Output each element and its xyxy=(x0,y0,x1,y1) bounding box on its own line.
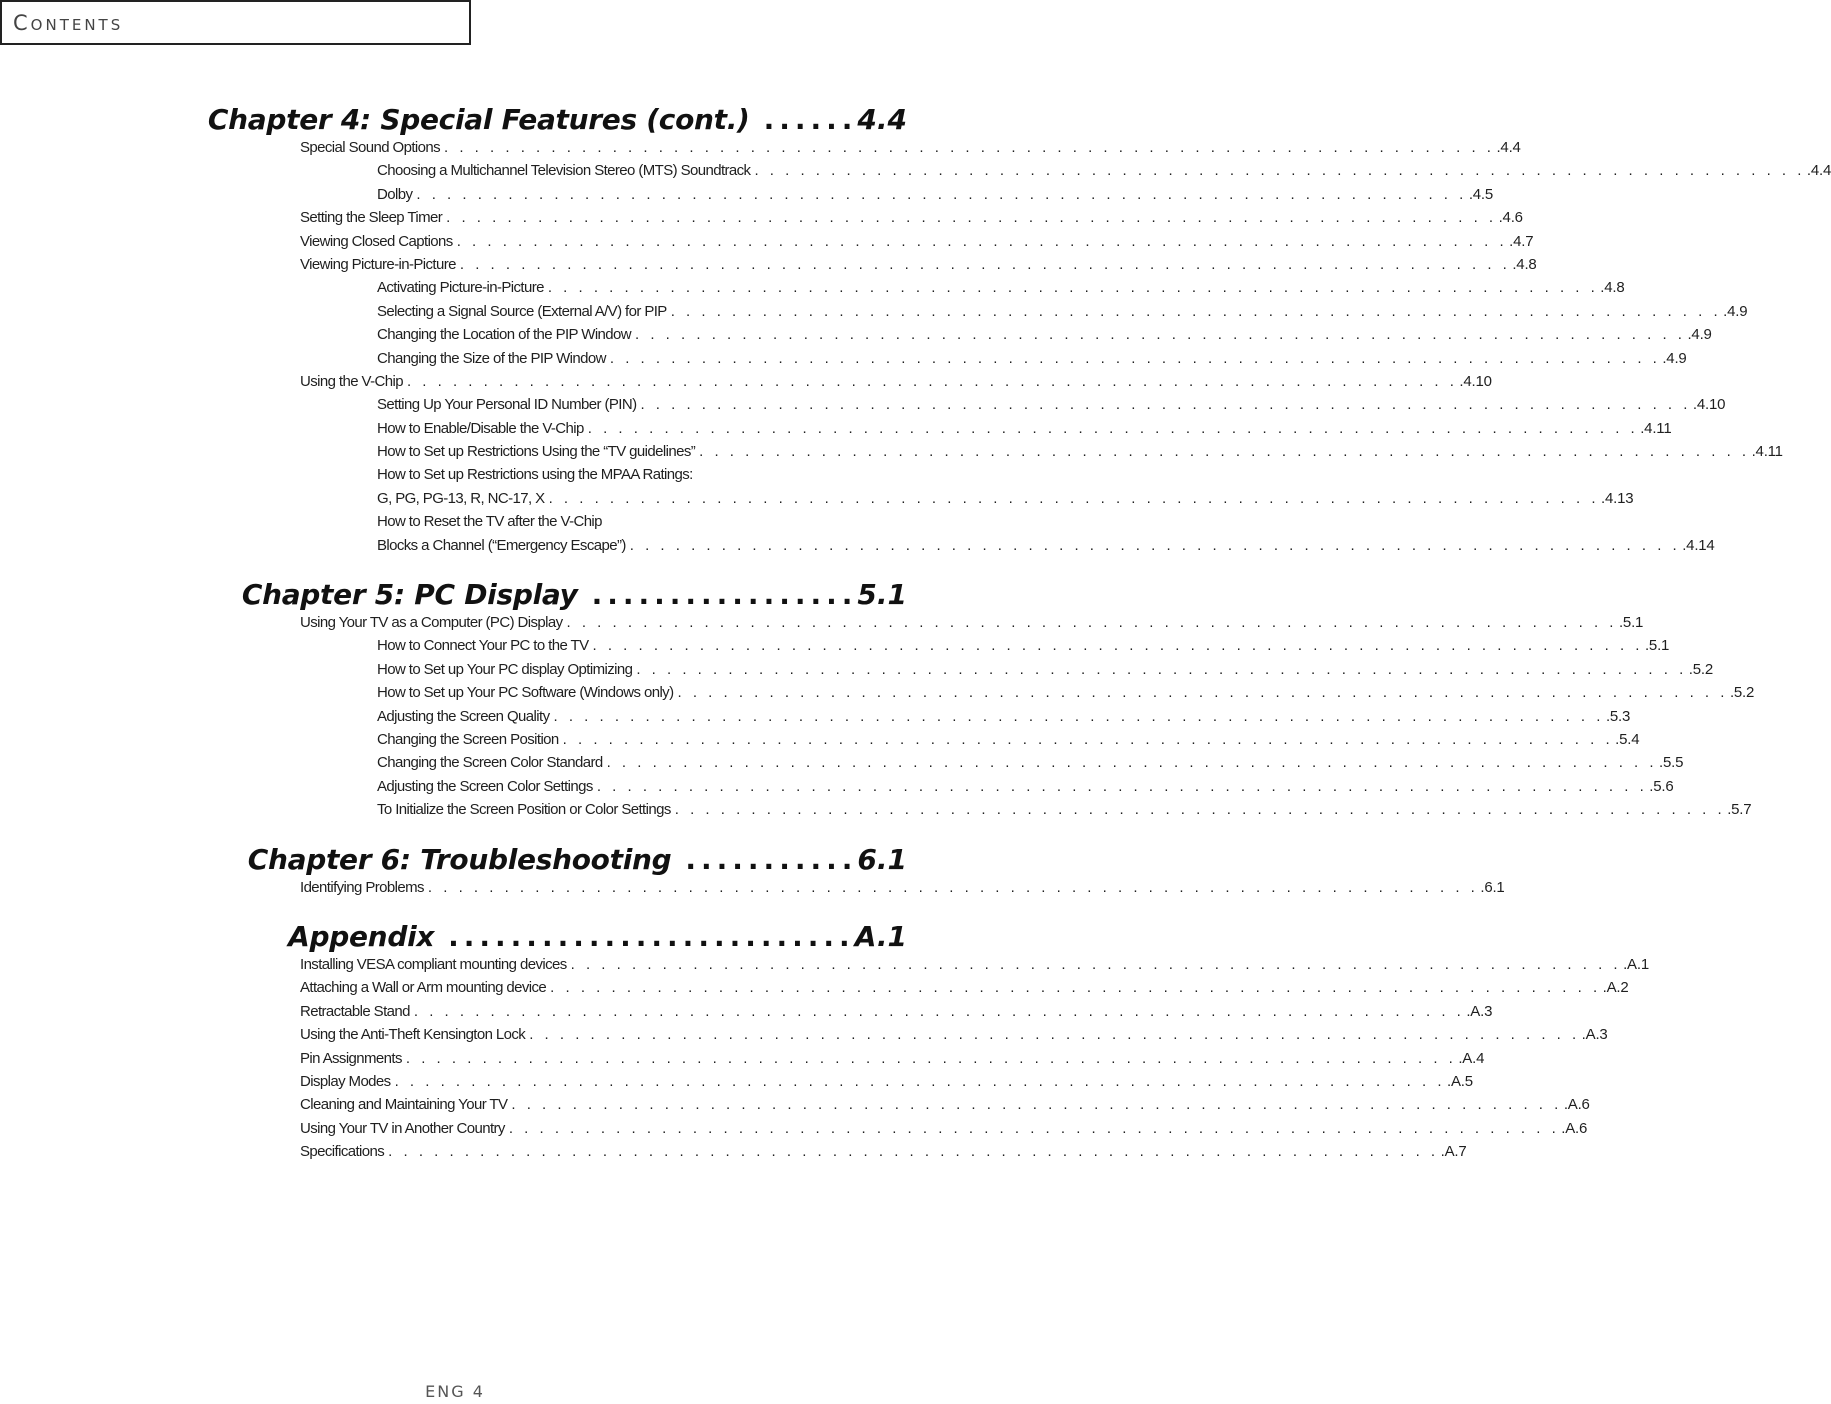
toc-subentry[interactable] xyxy=(377,300,1748,323)
chapter-leader-dots: .......................... xyxy=(448,919,855,953)
entry-page-number: .4.8 xyxy=(1600,279,1625,297)
chapter-leader-dots: ...... xyxy=(763,103,858,136)
entry-title: Blocks a Channel (“Emergency Escape”) xyxy=(377,536,626,554)
entry-title: Identifying Problems xyxy=(300,878,424,896)
entry-leader-dots: . . . . . . . . . . . . . . . . . . . . . . . . . . . . . . . . . . . . . . . . . . . . . . . . . . . . . . . . . . . . . . . . . . . . . xyxy=(677,684,1728,702)
entry-leader-dots: . . . . . . . . . . . . . . . . . . . . . . . . . . . . . . . . . . . . . . . . . . . . . . . . . . . . . . . . . . . . . . . . . . . . . xyxy=(553,707,1604,725)
toc-subentry[interactable] xyxy=(377,751,1684,774)
entry-title: Viewing Picture-in-Picture xyxy=(300,255,456,273)
toc-entry[interactable] xyxy=(300,1093,1590,1116)
entry-leader-dots: . . . . . . . . . . . . . . . . . . . . . . . . . . . . . . . . . . . . . . . . . . . . . . . . . . . . . . . . . . . . . . . . . . . . . xyxy=(406,372,1458,390)
toc-subentry[interactable] xyxy=(377,728,1640,751)
entry-leader-dots: . . . . . . . . . . . . . . . . . . . . . . . . . . . . . . . . . . . . . . . . . . . . . . . . . . . . . . . . . . . . . . . . . . . . . xyxy=(444,139,1495,156)
header-initial: C xyxy=(13,11,31,35)
toc-subentry[interactable] xyxy=(377,183,1494,206)
entry-leader-dots: . . . . . . . . . . . . . . . . . . . . . . . . . . . . . . . . . . . . . . . . . . . . . . . . . . . . . . . . . . . . . . . . . . . . . xyxy=(570,955,1622,973)
toc-entry[interactable] xyxy=(300,136,1521,159)
entry-page-number: .4.9 xyxy=(1723,302,1748,320)
entry-title: Choosing a Multichannel Television Stereo (MTS) Soundtrack xyxy=(377,162,751,180)
entry-page-number: .4.10 xyxy=(1692,396,1726,414)
chapter-title: Chapter 4: Special Features (cont.) xyxy=(207,103,750,136)
entry-page-number: .5.2 xyxy=(1688,660,1713,678)
entry-leader-dots: . . . . . . . . . . . . . . . . . . . . . . . . . . . . . . . . . . . . . . . . . . . . . . . . . . . . . . . . . . . . . . . . . . . . . xyxy=(547,279,1599,297)
entry-title: How to Enable/Disable the V-Chip xyxy=(377,419,584,437)
toc-subentry[interactable] xyxy=(377,463,907,486)
toc-subentry[interactable] xyxy=(377,276,1625,299)
chapter-page-number: A.1 xyxy=(854,919,907,953)
entry-page-number: .5.1 xyxy=(1644,637,1670,655)
entry-page-number: .4.14 xyxy=(1682,536,1715,554)
toc-entry[interactable] xyxy=(300,1000,1493,1023)
entry-title: Pin Assignments xyxy=(300,1049,402,1067)
entry-page-number: .A.7 xyxy=(1440,1143,1467,1161)
page-footer: ENG 4 xyxy=(425,1382,485,1401)
entry-leader-dots: . . . . . . . . . . . . . . . . . . . . . . . . . . . . . . . . . . . . . . . . . . . . . . . . . . . . . . . . . . . . . . . . . . . . . xyxy=(446,209,1497,227)
entry-leader-dots: . . . . . . . . . . . . . . . . . . . . . . . . . . . . . . . . . . . . . . . . . . . . . . . . . . . . . . . . . . . . . . . . . . . . . xyxy=(629,536,1681,554)
entry-leader-dots: . . . . . . . . . . . . . . . . . . . . . . . . . . . . . . . . . . . . . . . . . . . . . . . . . . . . . . . . . . . . . . . . . . . . . xyxy=(511,1096,1562,1114)
toc-subentry[interactable] xyxy=(377,510,907,533)
entry-title: Adjusting the Screen Quality xyxy=(377,707,550,725)
entry-leader-dots: . . . . . . . . . . . . . . . . . . . . . . . . . . . . . . . . . . . . . . . . . . . . . . . . . . . . . . . . . . . . . . . . . . . . . xyxy=(548,489,1600,507)
entry-title: Special Sound Options xyxy=(300,139,441,156)
entry-title: Changing the Location of the PIP Window xyxy=(377,326,632,344)
chapter-heading[interactable] xyxy=(0,913,907,953)
toc-subentry[interactable] xyxy=(377,705,1631,728)
entry-title: To Initialize the Screen Position or Color Settings xyxy=(377,801,671,819)
entry-leader-dots: . . . . . . . . . . . . . . . . . . . . . . . . . . . . . . . . . . . . . . . . . . . . . . . . . . . . . . . . . . . . . . . . . . . . . xyxy=(413,1002,1465,1020)
entry-leader-dots: . . . . . . . . . . . . . . . . . . . . . . . . . . . . . . . . . . . . . . . . . . . . . . . . . . . . . . . . . . . . . . . . . . . . . xyxy=(587,419,1639,437)
entry-page-number: .5.3 xyxy=(1605,707,1631,725)
entry-page-number: .A.5 xyxy=(1447,1072,1473,1090)
chapter-title: Chapter 6: Troubleshooting xyxy=(247,842,672,876)
toc-entry[interactable] xyxy=(300,1023,1608,1046)
entry-page-number: .5.7 xyxy=(1727,801,1752,819)
toc-entry[interactable] xyxy=(300,876,1505,899)
entry-page-number: .A.6 xyxy=(1563,1096,1590,1114)
entry-title: How to Set up Restrictions Using the “TV guidelines” xyxy=(377,443,696,461)
entry-page-number: .A.6 xyxy=(1561,1119,1588,1137)
entry-title: Dolby xyxy=(377,185,413,203)
toc-subentry[interactable] xyxy=(377,798,1752,821)
entry-leader-dots: . . . . . . . . . . . . . . . . . . . . . . . . . . . . . . . . . . . . . . . . . . . . . . . . . . . . . . . . . . . . . . . . . . . . . xyxy=(405,1049,1457,1067)
toc-entry[interactable] xyxy=(300,1070,1473,1093)
entry-page-number: .4.13 xyxy=(1601,489,1634,507)
entry-page-number: .6.1 xyxy=(1480,878,1505,896)
entry-title: Changing the Screen Position xyxy=(377,730,559,748)
entry-page-number: .5.6 xyxy=(1649,777,1674,795)
entry-page-number: .A.3 xyxy=(1581,1026,1608,1044)
toc-subentry[interactable] xyxy=(377,347,1687,370)
entry-page-number: .A.3 xyxy=(1466,1002,1493,1020)
chapter-page-number: 4.4 xyxy=(857,103,907,136)
chapter-leader-dots: ................. xyxy=(591,578,858,612)
entry-title: How to Set up Restrictions using the MPAA Ratings: xyxy=(377,466,693,484)
toc-entry[interactable] xyxy=(300,611,1644,634)
toc-entry[interactable] xyxy=(300,253,1537,276)
entry-leader-dots: . . . . . . . . . . . . . . . . . . . . . . . . . . . . . . . . . . . . . . . . . . . . . . . . . . . . . . . . . . . . . . . . . . . . . xyxy=(635,326,1686,344)
entry-title: Retractable Stand xyxy=(300,1002,410,1020)
entry-title: Display Modes xyxy=(300,1072,391,1090)
entry-page-number: .4.6 xyxy=(1498,209,1523,227)
entry-leader-dots: . . . . . . . . . . . . . . . . . . . . . . . . . . . . . . . . . . . . . . . . . . . . . . . . . . . . . . . . . . . . . . . . . . . . . xyxy=(640,396,1691,414)
toc-subentry[interactable] xyxy=(377,417,1672,440)
entry-page-number: .5.5 xyxy=(1659,754,1684,772)
chapter-heading[interactable] xyxy=(0,836,907,876)
toc-entry[interactable] xyxy=(300,370,1492,393)
toc-subentry[interactable] xyxy=(377,323,1712,346)
chapter-leader-dots: ........... xyxy=(685,842,858,876)
entry-title: Using Your TV in Another Country xyxy=(300,1119,505,1137)
header-rest: ONTENTS xyxy=(30,16,124,34)
toc-entry[interactable] xyxy=(300,206,1523,229)
toc-entry[interactable] xyxy=(300,1047,1485,1070)
chapter-page-number: 5.1 xyxy=(857,578,907,612)
entry-leader-dots: . . . . . . . . . . . . . . . . . . . . . . . . . . . . . . . . . . . . . . . . . . . . . . . . . . . . . . . . . . . . . . . . . . . . . xyxy=(529,1026,1580,1044)
entry-leader-dots: . . . . . . . . . . . . . . . . . . . . . . . . . . . . . . . . . . . . . . . . . . . . . . . . . . . . . . . . . . . . . . . . . . . . . xyxy=(394,1072,1446,1090)
entry-leader-dots: . . . . . . . . . . . . . . . . . . . . . . . . . . . . . . . . . . . . . . . . . . . . . . . . . . . . . . . . . . . . . . . . . . . . . xyxy=(592,637,1643,655)
toc-entry[interactable] xyxy=(300,976,1629,999)
entry-title: Using Your TV as a Computer (PC) Display xyxy=(300,614,563,632)
contents-header-tab xyxy=(0,0,471,45)
entry-leader-dots: . . . . . . . . . . . . . . . . . . . . . . . . . . . . . . . . . . . . . . . . . . . . . . . . . . . . . . . . . . . . . . . . . . . . . xyxy=(596,777,1648,795)
toc-subentry[interactable] xyxy=(377,159,1831,182)
entry-title: Changing the Screen Color Standard xyxy=(377,754,603,772)
entry-page-number: .5.2 xyxy=(1729,684,1755,702)
entry-page-number: .4.9 xyxy=(1687,326,1712,344)
entry-title: Activating Picture-in-Picture xyxy=(377,279,544,297)
entry-leader-dots: . . . . . . . . . . . . . . . . . . . . . . . . . . . . . . . . . . . . . . . . . . . . . . . . . . . . . . . . . . . . . . . . . . . . . xyxy=(609,349,1661,367)
toc-subentry[interactable] xyxy=(377,658,1713,681)
toc-subentry[interactable] xyxy=(377,393,1726,416)
entry-title: Viewing Closed Captions xyxy=(300,232,453,250)
toc-entry[interactable] xyxy=(300,1117,1588,1140)
entry-leader-dots: . . . . . . . . . . . . . . . . . . . . . . . . . . . . . . . . . . . . . . . . . . . . . . . . . . . . . . . . . . . . . . . . . . . . . xyxy=(636,660,1687,678)
entry-leader-dots: . . . . . . . . . . . . . . . . . . . . . . . . . . . . . . . . . . . . . . . . . . . . . . . . . . . . . . . . . . . . . . . . . . . . . xyxy=(456,232,1508,250)
entry-title: How to Reset the TV after the V-Chip xyxy=(377,513,602,531)
toc-subentry[interactable] xyxy=(377,487,1634,510)
entry-leader-dots: . . . . . . . . . . . . . . . . . . . . . . . . . . . . . . . . . . . . . . . . . . . . . . . . . . . . . . . . . . . . . . . . . . . . . xyxy=(459,255,1511,273)
entry-page-number: .4.5 xyxy=(1468,185,1494,203)
entry-title: Selecting a Signal Source (External A/V) for PIP xyxy=(377,302,667,320)
entry-page-number: .5.1 xyxy=(1618,614,1644,632)
entry-title: How to Set up Your PC display Optimizing xyxy=(377,660,633,678)
toc-subentry[interactable] xyxy=(377,681,1755,704)
entry-title: Changing the Size of the PIP Window xyxy=(377,349,606,367)
entry-page-number: .4.8 xyxy=(1512,255,1537,273)
entry-page-number: .A.1 xyxy=(1623,955,1649,973)
entry-page-number: .4.4 xyxy=(1806,162,1831,180)
entry-leader-dots: . . . . . . . . . . . . . . . . . . . . . . . . . . . . . . . . . . . . . . . . . . . . . . . . . . . . . . . . . . . . . . . . . . . . . xyxy=(508,1119,1560,1137)
entry-leader-dots: . . . . . . . . . . . . . . . . . . . . . . . . . . . . . . . . . . . . . . . . . . . . . . . . . . . . . . . . . . . . . . . . . . . . . xyxy=(388,1143,1439,1161)
entry-leader-dots: . . . . . . . . . . . . . . . . . . . . . . . . . . . . . . . . . . . . . . . . . . . . . . . . . . . . . . . . . . . . . . . . . . . . . xyxy=(416,185,1467,203)
chapter-heading[interactable] xyxy=(0,571,907,611)
toc-subentry[interactable] xyxy=(377,534,1715,557)
entry-title: G, PG, PG-13, R, NC-17, X xyxy=(377,489,545,507)
entry-title: Installing VESA compliant mounting devices xyxy=(300,955,567,973)
toc-entry[interactable] xyxy=(300,953,1649,976)
entry-title: Specifications xyxy=(300,1143,385,1161)
entry-title: How to Set up Your PC Software (Windows only) xyxy=(377,684,674,702)
entry-page-number: .4.11 xyxy=(1640,419,1672,437)
entry-page-number: .A.4 xyxy=(1458,1049,1485,1067)
entry-title: How to Connect Your PC to the TV xyxy=(377,637,589,655)
entry-leader-dots: . . . . . . . . . . . . . . . . . . . . . . . . . . . . . . . . . . . . . . . . . . . . . . . . . . . . . . . . . . . . . . . . . . . . . xyxy=(566,614,1617,632)
toc-entry[interactable] xyxy=(300,230,1534,253)
entry-leader-dots: . . . . . . . . . . . . . . . . . . . . . . . . . . . . . . . . . . . . . . . . . . . . . . . . . . . . . . . . . . . . . . . . . . . . . xyxy=(699,443,1750,461)
entry-title: Setting the Sleep Timer xyxy=(300,209,443,227)
chapter-heading[interactable] xyxy=(0,96,907,136)
toc-subentry[interactable] xyxy=(377,775,1674,798)
chapter-page-number: 6.1 xyxy=(857,842,907,876)
entry-leader-dots: . . . . . . . . . . . . . . . . . . . . . . . . . . . . . . . . . . . . . . . . . . . . . . . . . . . . . . . . . . . . . . . . . . . . . xyxy=(550,979,1601,997)
entry-title: Attaching a Wall or Arm mounting device xyxy=(300,979,547,997)
entry-page-number: .4.10 xyxy=(1459,372,1492,390)
entry-page-number: .5.4 xyxy=(1615,730,1640,748)
entry-page-number: .4.9 xyxy=(1662,349,1687,367)
entry-page-number: .A.2 xyxy=(1602,979,1629,997)
chapter-title: Chapter 5: PC Display xyxy=(241,578,578,612)
entry-title: Using the Anti-Theft Kensington Lock xyxy=(300,1026,526,1044)
chapter-title: Appendix xyxy=(288,919,435,953)
entry-title: Using the V-Chip xyxy=(300,372,403,390)
entry-leader-dots: . . . . . . . . . . . . . . . . . . . . . . . . . . . . . . . . . . . . . . . . . . . . . . . . . . . . . . . . . . . . . . . . . . . . . xyxy=(754,162,1805,180)
entry-leader-dots: . . . . . . . . . . . . . . . . . . . . . . . . . . . . . . . . . . . . . . . . . . . . . . . . . . . . . . . . . . . . . . . . . . . . . xyxy=(674,801,1726,819)
entry-page-number: .4.7 xyxy=(1509,232,1534,250)
entry-page-number: .4.4 xyxy=(1496,139,1521,156)
entry-title: Adjusting the Screen Color Settings xyxy=(377,777,593,795)
entry-leader-dots: . . . . . . . . . . . . . . . . . . . . . . . . . . . . . . . . . . . . . . . . . . . . . . . . . . . . . . . . . . . . . . . . . . . . . xyxy=(562,730,1614,748)
entry-leader-dots: . . . . . . . . . . . . . . . . . . . . . . . . . . . . . . . . . . . . . . . . . . . . . . . . . . . . . . . . . . . . . . . . . . . . . xyxy=(427,878,1479,896)
toc-subentry[interactable] xyxy=(377,440,1783,463)
entry-leader-dots: . . . . . . . . . . . . . . . . . . . . . . . . . . . . . . . . . . . . . . . . . . . . . . . . . . . . . . . . . . . . . . . . . . . . . xyxy=(670,302,1722,320)
entry-page-number: .4.11 xyxy=(1751,443,1783,461)
entry-title: Cleaning and Maintaining Your TV xyxy=(300,1096,508,1114)
entry-leader-dots: . . . . . . . . . . . . . . . . . . . . . . . . . . . . . . . . . . . . . . . . . . . . . . . . . . . . . . . . . . . . . . . . . . . . . xyxy=(606,754,1658,772)
table-of-contents xyxy=(0,96,1831,1163)
toc-subentry[interactable] xyxy=(377,634,1670,657)
entry-title: Setting Up Your Personal ID Number (PIN) xyxy=(377,396,637,414)
toc-entry[interactable] xyxy=(300,1140,1467,1163)
